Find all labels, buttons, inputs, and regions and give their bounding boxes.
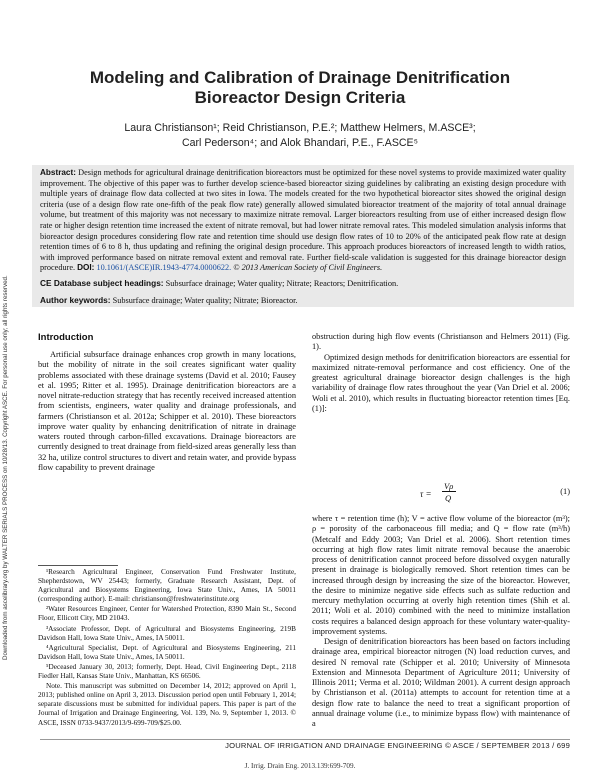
- copyright-text: © 2013 American Society of Civil Engineers.: [233, 263, 383, 273]
- intro-paragraph-continued: obstruction during high flow events (Christianson and Helmers 2011) (Fig. 1).: [312, 332, 570, 352]
- title-line-1: Modeling and Calibration of Drainage Denitrification: [89, 68, 511, 87]
- intro-paragraph-4: Design of denitrification bioreactors has been based on factors including drainage area, empirical bioreactor nitrogen (N) load reduction curves, and desired N removal rate (Schipper et al. 2010; University of Minnesota Extension and Minnesota Department of Agriculture 2011; University of Illinois 2011; Verma et al. 2010; Wildman 2001). A current design approach by Christianson et al. (2011a) attempts to account for retention time at a design flow rate to balance the need to treat a significant proportion of annual drainage volume (i.e., to minimize bypass flow) with maintenance of a: [312, 637, 570, 728]
- paper-title: [40, 68, 560, 108]
- author-keywords-text: Subsurface drainage; Water quality; Nitrate; Bioreactor.: [112, 296, 298, 305]
- journal-footer: JOURNAL OF IRRIGATION AND DRAINAGE ENGINEERING © ASCE / SEPTEMBER 2013 / 699: [225, 741, 570, 750]
- intro-paragraph-1: Artificial subsurface drainage enhances crop growth in many locations, but the mobility of nitrate in the soil creates significant water quality problems associated with these drainage systems (David et al. 2010; Fausey et al. 1995; Ritter et al. 1995). Drainage denitrification bioreactors are a novel nitrate-reduction strategy that has recently received increased attention from scientists, engineers, water quality and drainage professionals, and farmers (Christianson et al. 2012a; Schipper et al. 2010). These bioreactors improve water quality by enhancing denitrification of nitrate in drainage waters routed through carbon-filled excavations. Drainage bioreactors are currently designed to treat drainage from field-sized areas generally less than 32 ha, utilize control structures to divert and retain water, and provide bypass flow capability to prevent drainage: [38, 350, 296, 472]
- abstract-label: Abstract:: [40, 168, 76, 177]
- right-column-top: [312, 332, 570, 414]
- footnote-note: Note. This manuscript was submitted on December 14, 2012; approved on April 1, 2013; published online on April 3, 2013. Discussion period open until February 1, 2014; separate discussions must be submitted for individual papers. This paper is part of the Journal of Irrigation and Drainage Engineering, Vol. 139, No. 9, September 1, 2013. © ASCE, ISSN 0733-9437/2013/9-699-709/$25.00.: [38, 682, 296, 727]
- intro-paragraph-3: where τ = retention time (h); V = active flow volume of the bioreactor (m³); ρ = porosity of the carbonaceous fill media; and Q = flow rate (m³/h) (Metcalf and Eddy 2003; Van Driel et al. 2006). Short retention times occurring at high flow rates limit nitrate removal because the anaerobic process of denitrification cannot proceed before dissolved oxygen naturally present in drainage is biologically removed. Short retention times can be increased through design by increasing the size of the bioreactor. However, the desire to minimize negative side effects such as sulfate reduction and mercury methylation occurring at overly high retention times (Shih et al. 2011; Woli et al. 2010) combined with the need to minimize installation costs requires a balanced design approach for these voluntary water-quality-improvement systems.: [312, 514, 570, 636]
- download-watermark-text: Downloaded from ascelibrary.org by WALTER SERIALS PROCESS on 10/28/13. Copyright ASCE. For personal use only; all rights reserved.: [2, 275, 9, 660]
- left-column: [38, 350, 296, 473]
- authors-line-1: Laura Christianson¹; Reid Christianson, P.E.²; Matthew Helmers, M.ASCE³;: [124, 122, 476, 134]
- equation-fraction-bar: [442, 491, 456, 492]
- ce-database-text: Subsurface drainage; Water quality; Nitrate; Reactors; Denitrification.: [165, 279, 399, 288]
- ce-database-headings: [40, 278, 566, 290]
- citation-line: J. Irrig. Drain Eng. 2013.139:699-709.: [244, 762, 356, 770]
- equation-lhs: τ =: [420, 489, 432, 499]
- footnote-1: ¹Research Agricultural Engineer, Conservation Fund Freshwater Institute, Shepherdstown, WV 25443; formerly, Graduate Research Assistant, Dept. of Agricultural and Biosystems Engineering, Iowa State Univ., Ames, IA 50011 (corresponding author). E-mail: christianson@freshwaterinstitute.org: [38, 568, 296, 604]
- abstract: [40, 168, 566, 274]
- footnote-4: ⁴Agricultural Specialist, Dept. of Agricultural and Biosystems Engineering, 211 Davidson Hall, Iowa State Univ., Ames, IA 50011.: [38, 643, 296, 661]
- equation-numerator: Vρ: [444, 481, 454, 491]
- footnote-5: ⁵Deceased January 30, 2013; formerly, Dept. Head, Civil Engineering Dept., 2118 Fiedler Hall, Kansas State Univ., Manhattan, KS 66506.: [38, 662, 296, 681]
- ce-database-label: CE Database subject headings:: [40, 278, 164, 288]
- footnote-3: ³Associate Professor, Dept. of Agricultural and Biosystems Engineering, 219B Davidson Hall, Iowa State Univ., Ames, IA 50011.: [38, 624, 296, 642]
- abstract-text: Design methods for agricultural drainage denitrification bioreactors must be optimized for these novel systems to provide maximized water quality improvement. The objective of this paper was to further develop science-based bioreactor sizing guidelines by calibrating an existing design procedure with multiple years of drainage flow data collected at two sites in Iowa. The models created for the two hypothetical bioreactor sites showed the original design criteria (use of a design flow rate one-fifth of the peak flow rate) generally allowed simulated bioreactor treatment of the majority of total annual drainage volume, but treatment of this majority was not necessary to maximize nitrate removal. Larger bioreactors resulting from use of either increased design flow rate or higher design retention time increased the extent of nitrate removal, but had lower nitrate removal rates. This modeled simulation analysis informs that bioreactor design procedures considering flow rate and retention time should use design flow rates of 10 to 20% of the anticipated peak flow rate at design retention times of 6 to 8 h, thus updating and refining the original design procedure. This approach produces bioreactors of increased length to width ratios, with improved performance based on nitrate removal extent and removal rate. Further field-scale validation is suggested for this drainage bioreactor design procedure.: [40, 168, 566, 273]
- author-list: [40, 121, 560, 151]
- author-keywords-label: Author keywords:: [40, 295, 111, 305]
- doi-label: DOI:: [77, 263, 95, 273]
- download-watermark: [2, 100, 14, 660]
- footnote-divider: [38, 565, 118, 566]
- footer-divider: [40, 739, 570, 740]
- title-line-2: Bioreactor Design Criteria: [194, 88, 406, 107]
- intro-paragraph-2: Optimized design methods for denitrification bioreactors are essential for maximized nitrate-removal performance and cost efficiency. One of the greatest agricultural drainage bioreactor design challenges is the high variability of drainage flow rates throughout the year (Van Driel et al. 2006; Woli et al. 2010), which results in fluctuating bioreactor retention times [Eq. (1)]:: [312, 352, 570, 413]
- right-column-bottom: [312, 514, 570, 729]
- equation-denominator: Q: [445, 493, 452, 503]
- introduction-heading: Introduction: [38, 332, 94, 343]
- footnotes: [38, 568, 296, 729]
- doi-link[interactable]: 10.1061/(ASCE)IR.1943-4774.0000622.: [96, 263, 232, 273]
- authors-line-2: Carl Pederson⁴; and Alok Bhandari, P.E., F.ASCE⁵: [181, 137, 419, 149]
- footnote-2: ²Water Resources Engineer, Center for Watershed Protection, 8390 Main St., Second Floor, Ellicott City, MD 21043.: [38, 605, 296, 623]
- author-keywords: [40, 295, 566, 307]
- equation-1: [312, 480, 570, 510]
- equation-number: (1): [560, 487, 570, 496]
